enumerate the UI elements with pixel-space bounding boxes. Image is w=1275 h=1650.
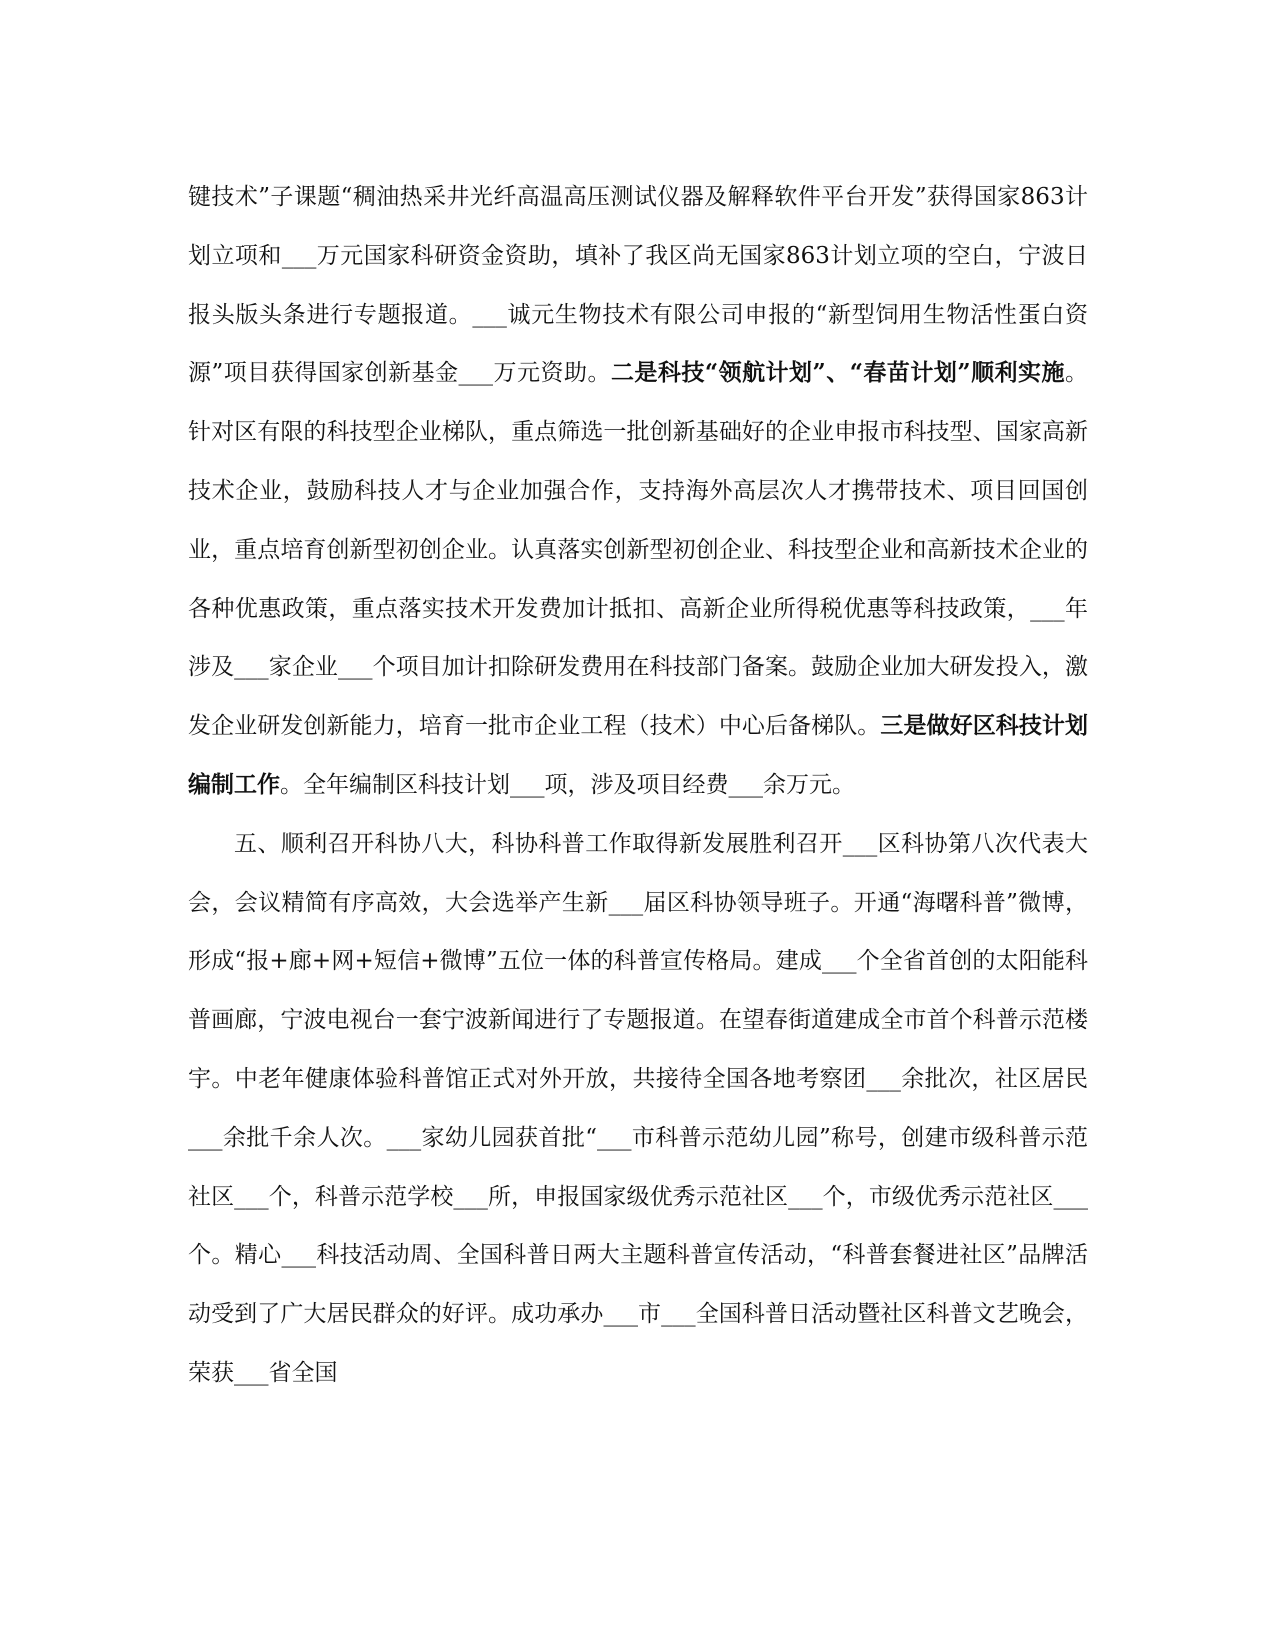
document-page (188, 168, 1088, 1403)
paragraph-science-plans (188, 168, 1088, 815)
paragraph-text: 。全年编制区科技计划___项，涉及项目经费___余万元。 (280, 771, 855, 798)
paragraph-science-association (188, 815, 1088, 1403)
paragraph-text: 五、顺利召开科协八大，科协科普工作取得新发展胜利召开___区科协第八次代表大会，会议精简有序高效，大会选举产生新___届区科协领导班子。开通“海曙科普”微博，形成“报+廊+网+短信+微博”五位一体的科普宣传格局。建成___个全省首创的太阳能科普画廊，宁波电视台一套宁波新闻进行了专题报道。在望春街道建成全市首个科普示范楼宇。中老年健康体验科普馆正式对外开放，共接待全国各地考察团___余批次，社区居民___余批千余人次。___家幼儿园获首批“___市科普示范幼儿园”称号，创建市级科普示范社区___个，科普示范学校___所，申报国家级优秀示范社区___个，市级优秀示范社区___个。精心___科技活动周、全国科普日两大主题科普宣传活动，“科普套餐进社区”品牌活动受到了广大居民群众的好评。成功承办___市___全国科普日活动暨社区科普文艺晚会，荣获___省全国 (188, 830, 1089, 1386)
paragraph-text: 。针对区有限的科技型企业梯队，重点筛选一批创新基础好的企业申报市科技型、国家高新技术企业，鼓励科技人才与企业加强合作，支持海外高层次人才携带技术、项目回国创业，重点培育创新型初创企业。认真落实创新型初创企业、科技型企业和高新技术企业的各种优惠政策，重点落实技术开发费加计抵扣、高新企业所得税优惠等科技政策，___年涉及___家企业___个项目加计扣除研发费用在科技部门备案。鼓励企业加大研发投入，激发企业研发创新能力，培育一批市企业工程（技术）中心后备梯队。 (188, 360, 1089, 740)
bold-heading-leading-plan: 二是科技“领航计划”、“春苗计划”顺利实施 (610, 359, 1066, 387)
paragraph-text: 键技术”子课题“稠油热采井光纤高温高压测试仪器及解释软件平台开发”获得国家863计划立项和___万元国家科研资金资助，填补了我区尚无国家863计划立项的空白，宁波日报头版头条进行专题报道。___诚元生物技术有限公司申报的“新型饲用生物活性蛋白资源”项目获得国家创新基金___万元资助。 (188, 184, 1088, 387)
bold-heading-plan-compilation: 三是做好区科技计划编制工作 (188, 712, 1089, 798)
